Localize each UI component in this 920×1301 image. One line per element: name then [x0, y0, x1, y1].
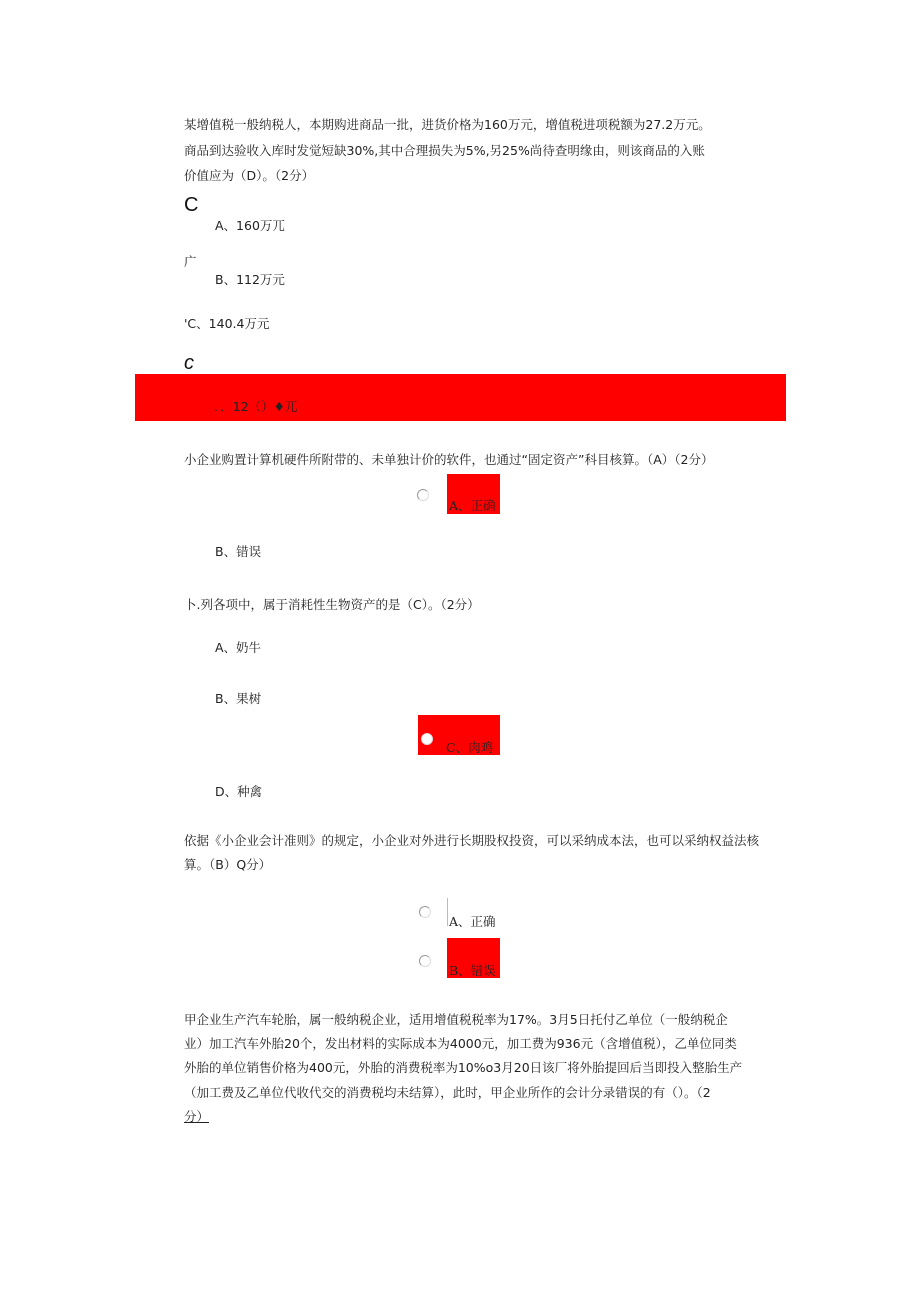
q5-stem-line-1: 甲企业生产汽车轮胎，属一般纳税企业，适用增值税税率为17%。3月5日托付乙单位（一般纳税企 [184, 1012, 728, 1027]
q4-option-a-label[interactable]: A、正确 [449, 914, 496, 929]
q2-stem: 小企业购置计算机硬件所附带的、未单独计价的软件，也通过“固定资产”科目核算。（A）（2分） [184, 452, 714, 467]
q1-option-a-label[interactable]: A、160万兀 [215, 218, 285, 233]
q1-option-d-radio-mark[interactable]: c [184, 352, 194, 374]
q3-option-c-label[interactable]: C、肉鸡 [446, 740, 494, 755]
q1-stem-line-3: 价值应为（D）。（2分） [184, 168, 315, 183]
q5-stem-line-4: （加工费及乙单位代收代交的消费税均未结算），此时，甲企业所作的会计分录错误的有（）。（2 [184, 1085, 711, 1100]
q1-stem-line-2: 商品到达验收入库时发觉短缺30%,其中合理损失为5%,另25%尚待查明缘由，则该商品的入账 [184, 143, 705, 158]
q4-option-a-divider [447, 898, 448, 926]
q4-option-b-label[interactable]: B、错误 [449, 963, 496, 978]
q5-stem-line-2: 业）加工汽车外胎20个，发出材料的实际成本为4000元，加工费为936元（含增值税），乙单位同类 [184, 1036, 737, 1051]
q1-option-d-label[interactable]: ．．12（）♦兀 [214, 399, 298, 414]
q3-option-b-label[interactable]: B、果树 [215, 691, 262, 706]
q3-stem: 卜.列各项中，属于消耗性生物资产的是（C）。（2分） [184, 597, 480, 612]
q4-stem-line-1: 依据《小企业会计准则》的规定，小企业对外进行长期股权投资，可以采纳成本法，也可以采纳权益法核 [184, 833, 760, 848]
q1-stem-line-1: 某增值税一般纳税人，本期购进商品一批，进货价格为160万元，增值税进项税额为27.2万元。 [184, 117, 711, 132]
q1-option-b-radio-mark[interactable]: 广 [184, 254, 197, 269]
q3-option-c-radio[interactable] [421, 733, 433, 745]
q3-option-a-label[interactable]: A、奶牛 [215, 640, 262, 655]
q4-option-b-radio[interactable] [419, 955, 431, 967]
q5-stem-line-5: 分） [184, 1109, 210, 1124]
q5-stem-line-3: 外胎的单位销售价格为400元，外胎的消费税率为10%o3月20日该厂将外胎提回后当即投入整胎生产 [184, 1060, 743, 1075]
q4-option-a-radio[interactable] [419, 906, 431, 918]
q2-option-a-label[interactable]: A、正确 [449, 498, 496, 513]
q1-option-b-label[interactable]: B、112万元 [215, 272, 285, 287]
q1-option-c-label[interactable]: 'C、140.4万元 [184, 316, 270, 331]
q3-option-d-label[interactable]: D、种禽 [215, 784, 263, 799]
q2-option-a-radio[interactable] [417, 489, 429, 501]
q4-stem-line-2: 算。（B）Q分） [184, 857, 272, 872]
q2-option-b-label[interactable]: B、错误 [215, 544, 262, 559]
q1-option-a-radio-mark[interactable]: C [184, 194, 199, 216]
